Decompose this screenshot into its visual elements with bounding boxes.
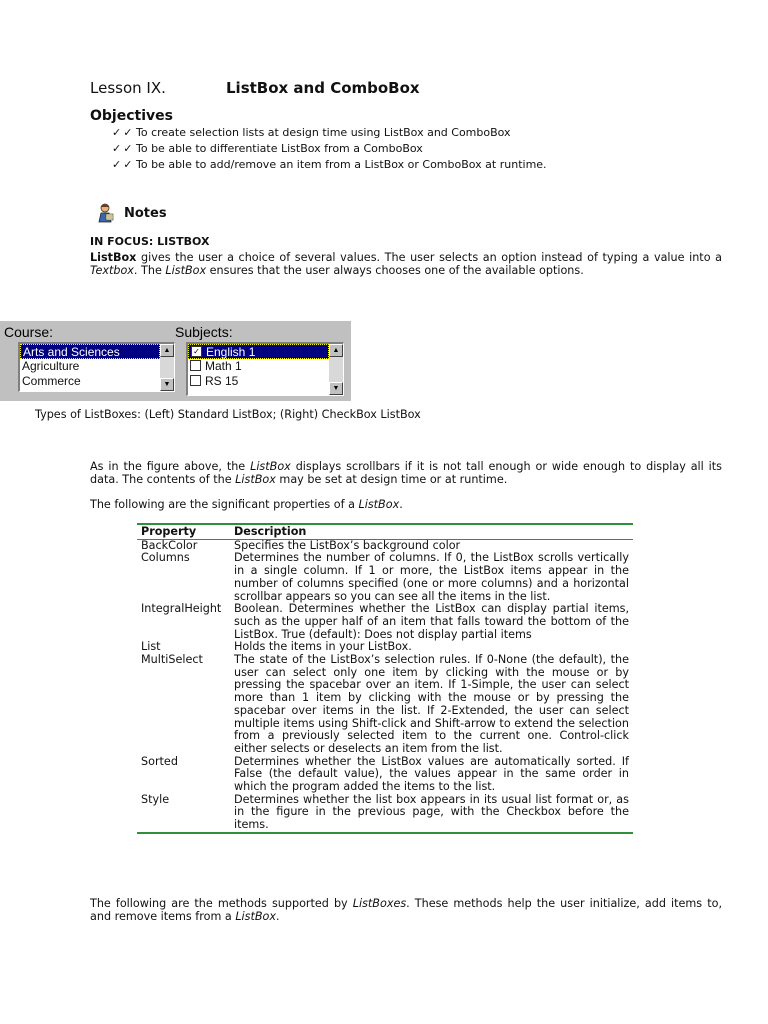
checkbox-icon[interactable] xyxy=(190,375,201,386)
property-cell: List xyxy=(141,640,161,654)
description-cell: Specifies the ListBox’s background color xyxy=(234,538,461,552)
table-header-row xyxy=(137,524,633,539)
term-listbox: ListBox xyxy=(235,473,276,486)
term-textbox: Textbox xyxy=(90,264,134,277)
description-cell: Holds the items in your ListBox. xyxy=(234,640,412,654)
objectives-heading: Objectives xyxy=(90,108,173,124)
checkmark-icon: ✓✓ xyxy=(112,141,135,155)
list-item[interactable]: Arts and Sciences xyxy=(20,344,160,359)
table-row xyxy=(137,654,633,756)
text-run: displays scrollbars if it is not tall enough or wide enough to display all its data. The contents of the xyxy=(90,460,722,486)
objectives-list xyxy=(112,124,732,172)
term-listbox: ListBox xyxy=(250,460,291,473)
checkbox-icon[interactable]: ✓ xyxy=(191,346,202,357)
list-item-label: English 1 xyxy=(206,345,256,359)
scrollbar[interactable] xyxy=(160,344,174,391)
property-cell: MultiSelect xyxy=(141,653,203,667)
description-cell: Determines whether the ListBox values are automatically sorted. If False (the default value), the values appear in the same order in which the program added the items to the list. xyxy=(234,754,629,794)
checkmark-icon: ✓✓ xyxy=(112,157,135,171)
description-cell: The state of the ListBox’s selection rules. If 0-None (the default), the user can select only one item by clicking with the mouse or by pressing the spacebar over an item. If 1-Simple, the user can select more than 1 item by clicking with the mouse or by pressing the spacebar over items in the list. If 2-Extended, the user can select multiple items using Shift-click and Shift-arrow to extend the selection from a previously selected item to the current one. Control-click either selects or deselects an item from the list. xyxy=(234,653,629,755)
text-run: . These methods help the user initialize, add items to, and remove items from a xyxy=(90,897,722,923)
focus-heading: IN FOCUS: LISTBOX xyxy=(90,235,210,248)
list-item[interactable]: Agriculture xyxy=(22,359,80,373)
property-cell: BackColor xyxy=(141,538,198,552)
figure-caption: Types of ListBoxes: (Left) Standard ListBox; (Right) CheckBox ListBox xyxy=(35,408,421,421)
list-item-label: Math 1 xyxy=(205,359,242,373)
property-cell: Sorted xyxy=(141,754,178,768)
list-item[interactable]: Commerce xyxy=(22,374,81,388)
objective-item xyxy=(112,140,732,156)
table-row xyxy=(137,603,633,641)
lesson-title: ListBox and ComboBox xyxy=(226,79,420,97)
scroll-down-icon[interactable]: ▼ xyxy=(329,382,343,395)
property-cell: Style xyxy=(141,792,170,806)
scroll-up-icon[interactable]: ▲ xyxy=(329,344,343,357)
term-listbox: ListBox xyxy=(165,264,207,277)
scrollbar-paragraph xyxy=(90,460,722,486)
objective-text: To be able to add/remove an item from a ListBox or ComboBox at runtime. xyxy=(136,157,547,171)
notes-section xyxy=(94,202,167,224)
text-run: may be set at design time or at runtime. xyxy=(275,473,508,486)
checkmark-icon: ✓✓ xyxy=(112,125,135,139)
scrollbar[interactable] xyxy=(329,344,343,395)
description-cell: Determines whether the list box appears in its usual list format or, as in the figure in the previous page, with the Checkbox before the items. xyxy=(234,792,629,832)
listbox-intro-paragraph xyxy=(90,251,722,277)
scroll-up-icon[interactable]: ▲ xyxy=(160,344,174,357)
text-run: The following are the methods supported by xyxy=(90,897,353,910)
text-run: . xyxy=(276,910,280,923)
properties-intro xyxy=(90,498,722,511)
subjects-label: Subjects: xyxy=(175,324,233,340)
table-row xyxy=(137,552,633,603)
course-label: Course: xyxy=(4,324,54,340)
text-run: gives the user a choice of several values. The user selects an option instead of typing a value into a xyxy=(136,251,722,264)
term-listboxes: ListBoxes xyxy=(352,897,407,910)
scroll-down-icon[interactable]: ▼ xyxy=(160,378,174,391)
notes-person-icon xyxy=(94,202,116,224)
course-listbox[interactable] xyxy=(18,342,175,392)
text-run: ensures that the user always chooses one of the available options. xyxy=(206,264,584,277)
text-run: . xyxy=(399,498,403,511)
header-property: Property xyxy=(141,525,197,538)
lesson-number: Lesson IX. xyxy=(90,79,166,97)
header-description: Description xyxy=(234,525,307,538)
table-row xyxy=(137,756,633,794)
term-listbox: ListBox xyxy=(235,910,277,923)
properties-table xyxy=(137,523,633,834)
description-cell: Boolean. Determines whether the ListBox can display partial items, such as the upper half of an item that falls toward the bottom of the ListBox. True (default): Does not display partial items xyxy=(234,602,629,641)
objective-item xyxy=(112,156,732,172)
text-run: The following are the significant properties of a xyxy=(90,498,359,511)
text-run: . The xyxy=(133,264,166,277)
property-cell: IntegralHeight xyxy=(141,602,222,616)
notes-label: Notes xyxy=(124,205,167,221)
objective-text: To create selection lists at design time using ListBox and ComboBox xyxy=(136,125,511,139)
property-cell: Columns xyxy=(141,551,190,565)
methods-intro xyxy=(90,897,722,923)
description-cell: Determines the number of columns. If 0, the ListBox scrolls vertically in a single column. If 1 or more, the ListBox items appear in the number of columns specified (one or more columns) and a horizontal scrollbar appears so you can see all the items in the list. xyxy=(234,551,629,603)
listbox-figure xyxy=(0,321,351,401)
objective-item xyxy=(112,124,732,140)
list-item[interactable] xyxy=(188,344,329,359)
subjects-checkbox-listbox[interactable] xyxy=(186,342,344,396)
list-item-label: RS 15 xyxy=(205,374,239,388)
list-item[interactable] xyxy=(188,359,343,374)
objective-text: To be able to differentiate ListBox from a ComboBox xyxy=(136,141,423,155)
checkbox-icon[interactable] xyxy=(190,360,201,371)
list-item[interactable] xyxy=(188,374,343,389)
term-listbox: ListBox xyxy=(358,498,400,511)
text-run: As in the figure above, the xyxy=(90,460,251,473)
term-listbox: ListBox xyxy=(90,251,137,264)
table-row xyxy=(137,794,633,833)
